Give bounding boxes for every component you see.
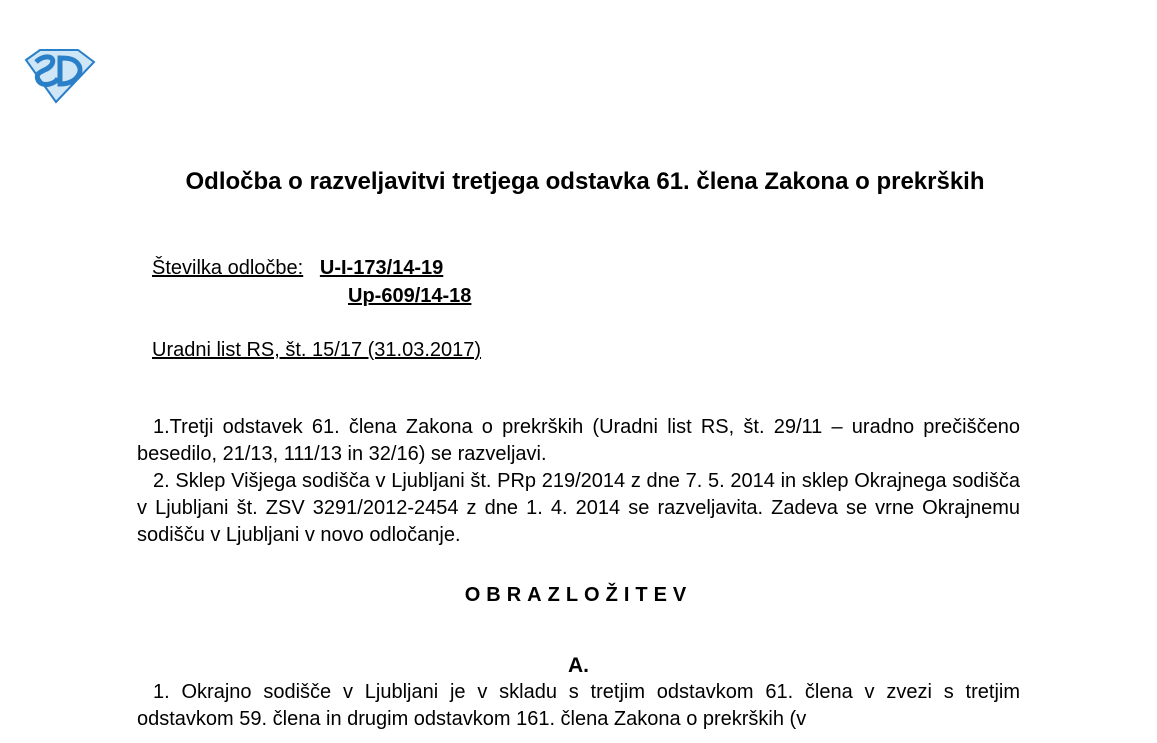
court-logo bbox=[22, 48, 96, 104]
decision-label: Številka odločbe: bbox=[152, 257, 304, 279]
section-a-text bbox=[137, 679, 1020, 733]
decision-number-secondary-row bbox=[348, 282, 471, 310]
court-shield-logo-icon bbox=[22, 48, 96, 104]
gazette-reference bbox=[152, 336, 481, 364]
reasoning-heading: OBRAZLOŽITEV bbox=[464, 584, 693, 606]
decision-number-secondary: Up-609/14-18 bbox=[348, 285, 472, 307]
operative-paragraph-1: 1.Tretji odstavek 61. člena Zakona o prekrških (Uradni list RS, št. 29/11 – uradno prečiščeno besedilo, 21/13, 111/13 in 32/16) se razveljavi. bbox=[137, 416, 1020, 465]
section-a-heading: A. bbox=[568, 654, 589, 677]
document-title: Odločba o razveljavitvi tretjega odstavka 61. člena Zakona o prekrških bbox=[185, 168, 985, 195]
operative-paragraph-2: 2. Sklep Višjega sodišča v Ljubljani št. PRp 219/2014 z dne 7. 5. 2014 in sklep Okrajnega sodišča v Ljubljani št. ZSV 3291/2012-2454 z dne 1. 4. 2014 se razveljavita. Zadeva se vrne Okrajnemu sodišču v Ljubljani v novo odločanje. bbox=[137, 470, 1020, 546]
gazette-text: Uradni list RS, št. 15/17 (31.03.2017) bbox=[152, 339, 482, 361]
section-a-paragraph-1: 1. Okrajno sodišče v Ljubljani je v skladu s tretjim odstavkom 61. člena v zvezi s tretjim odstavkom 59. člena in drugim odstavkom 161. člena Zakona o prekrških (v bbox=[137, 681, 1020, 730]
operative-part bbox=[137, 414, 1020, 549]
decision-number-row bbox=[152, 254, 443, 282]
decision-number-primary: U-I-173/14-19 bbox=[319, 257, 444, 279]
